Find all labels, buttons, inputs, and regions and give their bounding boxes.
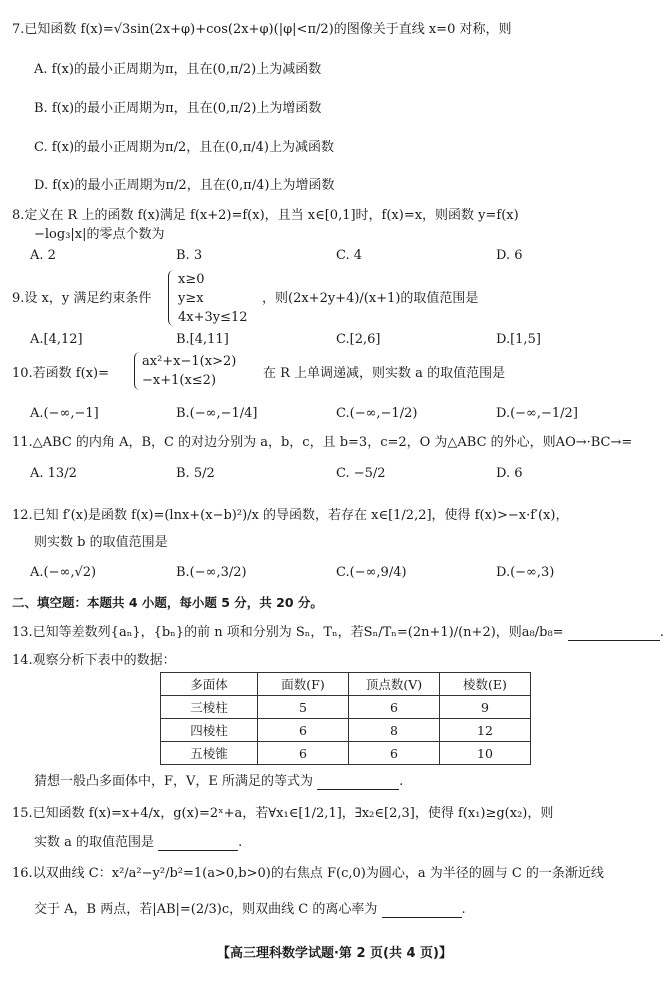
table-cell: 10 (440, 742, 531, 765)
q13-text: 13.已知等差数列{aₙ}，{bₙ}的前 n 项和分别为 Sₙ，Tₙ，若Sₙ/Tₙ=(2n+1)/(n+2)，则a₈/b₈= (12, 625, 564, 640)
q12-option-a: A.(−∞,√2) (30, 565, 97, 580)
q14-conjecture: 猜想一般凸多面体中，F，V，E 所满足的等式为 . (34, 774, 404, 789)
table-header-cell: 顶点数(V) (349, 673, 440, 696)
q10-option-a: A.(−∞,−1] (30, 406, 99, 421)
q9-option-d: D.[1,5] (496, 332, 541, 347)
q7-option-d: D. f(x)的最小正周期为π/2，且在(0,π/4)上为增函数 (34, 178, 335, 193)
q15-stem-line1: 15.已知函数 f(x)=x+4/x，g(x)=2ˣ+a，若∀x₁∈[1/2,1]，∃x₂∈[2,3]，使得 f(x₁)≥g(x₂)，则 (12, 806, 554, 821)
table-row (161, 696, 531, 719)
q13-answer-blank[interactable] (568, 626, 660, 641)
q16-line2-text: 交于 A，B 两点，若|AB|=(2/3)c，则双曲线 C 的离心率为 (34, 902, 378, 917)
q9-constraint-2: y≥x (178, 291, 204, 306)
q10-piece-2: −x+1(x≤2) (142, 373, 217, 388)
q12-option-d: D.(−∞,3) (496, 565, 555, 580)
q11-option-c: C. −5/2 (336, 466, 386, 481)
q9-brace (168, 270, 175, 326)
table-cell: 9 (440, 696, 531, 719)
q8-stem-line2: −log₃|x|的零点个数为 (34, 227, 165, 242)
table-cell: 三棱柱 (161, 696, 258, 719)
table-header-cell: 棱数(E) (440, 673, 531, 696)
q9-stem-post: ，则(2x+2y+4)/(x+1)的取值范围是 (262, 291, 479, 306)
table-row (161, 742, 531, 765)
q8-option-b: B. 3 (176, 248, 203, 263)
q11-option-b: B. 5/2 (176, 466, 215, 481)
q14-conjecture-text: 猜想一般凸多面体中，F，V，E 所满足的等式为 (34, 774, 314, 789)
q9-constraint-1: x≥0 (178, 272, 205, 287)
q12-stem-line1: 12.已知 f′(x)是函数 f(x)=(lnx+(x−b)²)/x 的导函数，若存在 x∈[1/2,2]，使得 f(x)>−x·f′(x)， (12, 508, 569, 523)
table-cell: 6 (258, 719, 349, 742)
q10-option-d: D.(−∞,−1/2] (496, 406, 578, 421)
q8-stem-line1: 8.定义在 R 上的函数 f(x)满足 f(x+2)=f(x)，且当 x∈[0,1]时，f(x)=x，则函数 y=f(x) (12, 208, 519, 223)
table-cell: 12 (440, 719, 531, 742)
q14-stem: 14.观察分析下表中的数据： (12, 653, 176, 668)
q11-stem: 11.△ABC 的内角 A，B，C 的对边分别为 a，b，c，且 b=3，c=2，O 为△ABC 的外心，则AO→·BC→= (12, 435, 633, 450)
q9-option-c: C.[2,6] (336, 332, 381, 347)
q14-answer-blank[interactable] (317, 775, 399, 790)
q9-stem-pre: 9.设 x，y 满足约束条件 (12, 291, 152, 306)
table-cell: 四棱柱 (161, 719, 258, 742)
polyhedra-table (160, 672, 531, 765)
q10-pieces (142, 352, 236, 390)
q10-stem-pre: 10.若函数 f(x)= (12, 366, 109, 381)
q8-option-c: C. 4 (336, 248, 363, 263)
q9-constraints (178, 270, 248, 327)
q9-option-a: A.[4,12] (30, 332, 83, 347)
q9-option-b: B.[4,11] (176, 332, 229, 347)
q16-answer-blank[interactable] (382, 903, 462, 918)
q8-option-a: A. 2 (30, 248, 56, 263)
table-cell: 6 (258, 742, 349, 765)
table-cell: 5 (258, 696, 349, 719)
q15-stem-line2: 实数 a 的取值范围是 . (34, 835, 243, 850)
table-cell: 6 (349, 696, 440, 719)
q13-stem: 13.已知等差数列{aₙ}，{bₙ}的前 n 项和分别为 Sₙ，Tₙ，若Sₙ/Tₙ=(2n+1)/(n+2)，则a₈/b₈= . (12, 625, 664, 640)
q10-piece-1: ax²+x−1(x>2) (142, 354, 237, 369)
q12-option-b: B.(−∞,3/2) (176, 565, 247, 580)
table-cell: 8 (349, 719, 440, 742)
table-header-cell: 多面体 (161, 673, 258, 696)
q7-option-c: C. f(x)的最小正周期为π/2，且在(0,π/4)上为减函数 (34, 140, 334, 155)
q15-line2-text: 实数 a 的取值范围是 (34, 835, 155, 850)
page-footer: 【高三理科数学试题·第 2 页(共 4 页)】 (216, 946, 453, 961)
q12-stem-line2: 则实数 b 的取值范围是 (34, 535, 168, 550)
q15-answer-blank[interactable] (158, 836, 238, 851)
q10-stem-post: 在 R 上单调递减，则实数 a 的取值范围是 (263, 366, 506, 381)
table-row (161, 719, 531, 742)
q9-constraint-3: 4x+3y≤12 (178, 310, 248, 325)
q16-stem-line2: 交于 A，B 两点，若|AB|=(2/3)c，则双曲线 C 的离心率为 . (34, 902, 466, 917)
q8-option-d: D. 6 (496, 248, 523, 263)
q10-brace (134, 352, 141, 390)
section-fill-in-heading: 二、填空题：本题共 4 小题，每小题 5 分，共 20 分。 (12, 595, 323, 610)
table-cell: 五棱锥 (161, 742, 258, 765)
q10-option-c: C.(−∞,−1/2) (336, 406, 418, 421)
q16-stem-line1: 16.以双曲线 C：x²/a²−y²/b²=1(a>0,b>0)的右焦点 F(c,0)为圆心，a 为半径的圆与 C 的一条渐近线 (12, 866, 604, 881)
q7-option-b: B. f(x)的最小正周期为π，且在(0,π/2)上为增函数 (34, 101, 322, 116)
q11-option-a: A. 13/2 (30, 466, 77, 481)
q12-option-c: C.(−∞,9/4) (336, 565, 407, 580)
table-cell: 6 (349, 742, 440, 765)
table-header-cell: 面数(F) (258, 673, 349, 696)
q7-stem: 7.已知函数 f(x)=√3sin(2x+φ)+cos(2x+φ)(|φ|<π/2)的图像关于直线 x=0 对称，则 (12, 22, 512, 37)
q7-option-a: A. f(x)的最小正周期为π，且在(0,π/2)上为减函数 (34, 62, 322, 77)
q11-option-d: D. 6 (496, 466, 523, 481)
q10-option-b: B.(−∞,−1/4] (176, 406, 258, 421)
table-header-row (161, 673, 531, 696)
